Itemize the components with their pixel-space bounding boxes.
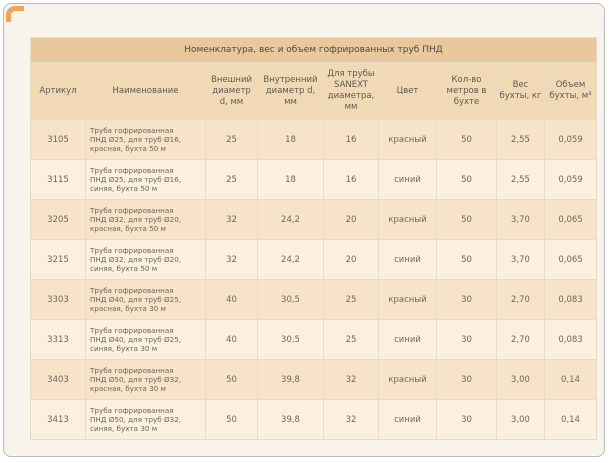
cell-pipe-diameter: 20 <box>324 200 379 240</box>
cell-inner-diameter: 30,5 <box>258 320 324 360</box>
header-coil-length: Кол-во метров в бухте <box>437 63 497 120</box>
cell-outer-diameter: 25 <box>206 160 258 200</box>
pipe-specs-table <box>30 37 597 440</box>
cell-coil-weight: 3,00 <box>497 360 545 400</box>
cell-coil-length: 50 <box>437 200 497 240</box>
cell-color: синий <box>379 400 437 440</box>
cell-pipe-diameter: 16 <box>324 120 379 160</box>
cell-coil-length: 30 <box>437 360 497 400</box>
cell-color: красный <box>379 280 437 320</box>
header-article: Артикул <box>31 63 86 120</box>
cell-inner-diameter: 18 <box>258 120 324 160</box>
cell-coil-volume: 0,14 <box>545 360 597 400</box>
cell-coil-volume: 0,083 <box>545 280 597 320</box>
cell-coil-volume: 0,083 <box>545 320 597 360</box>
cell-coil-length: 50 <box>437 120 497 160</box>
cell-coil-weight: 3,00 <box>497 400 545 440</box>
cell-coil-weight: 2,55 <box>497 160 545 200</box>
document-frame <box>3 3 605 457</box>
table-row <box>31 200 597 240</box>
cell-coil-length: 30 <box>437 400 497 440</box>
cell-name: Труба гофрированная ПНД Ø50, для труб Ø32, синяя, бухта 30 м <box>86 400 206 440</box>
cell-article: 3215 <box>31 240 86 280</box>
cell-coil-weight: 3,70 <box>497 200 545 240</box>
header-coil-volume: Объем бухты, м³ <box>545 63 597 120</box>
cell-pipe-diameter: 25 <box>324 280 379 320</box>
cell-inner-diameter: 30,5 <box>258 280 324 320</box>
cell-coil-volume: 0,059 <box>545 160 597 200</box>
cell-coil-length: 30 <box>437 280 497 320</box>
cell-color: красный <box>379 200 437 240</box>
cell-color: синий <box>379 160 437 200</box>
cell-coil-weight: 2,70 <box>497 320 545 360</box>
cell-name: Труба гофрированная ПНД Ø40, для труб Ø25, синяя, бухта 30 м <box>86 320 206 360</box>
table-row <box>31 120 597 160</box>
cell-outer-diameter: 32 <box>206 240 258 280</box>
cell-pipe-diameter: 32 <box>324 400 379 440</box>
cell-color: красный <box>379 360 437 400</box>
cell-color: синий <box>379 320 437 360</box>
header-inner-diameter: Внутренний диаметр d, мм <box>258 63 324 120</box>
table-row <box>31 240 597 280</box>
cell-coil-volume: 0,065 <box>545 200 597 240</box>
cell-outer-diameter: 40 <box>206 280 258 320</box>
cell-pipe-diameter: 25 <box>324 320 379 360</box>
cell-name: Труба гофрированная ПНД Ø32, для труб Ø20, красная, бухта 50 м <box>86 200 206 240</box>
cell-name: Труба гофрированная ПНД Ø25, для труб Ø16, красная, бухта 50 м <box>86 120 206 160</box>
cell-inner-diameter: 18 <box>258 160 324 200</box>
cell-outer-diameter: 50 <box>206 400 258 440</box>
cell-pipe-diameter: 32 <box>324 360 379 400</box>
header-outer-diameter: Внешний диаметр d, мм <box>206 63 258 120</box>
cell-article: 3105 <box>31 120 86 160</box>
table-row <box>31 360 597 400</box>
table-row <box>31 280 597 320</box>
cell-pipe-diameter: 16 <box>324 160 379 200</box>
cell-inner-diameter: 39,8 <box>258 360 324 400</box>
cell-article: 3303 <box>31 280 86 320</box>
cell-inner-diameter: 39,8 <box>258 400 324 440</box>
cell-color: синий <box>379 240 437 280</box>
cell-inner-diameter: 24,2 <box>258 200 324 240</box>
table-row <box>31 400 597 440</box>
cell-article: 3413 <box>31 400 86 440</box>
corner-accent <box>6 6 24 22</box>
cell-inner-diameter: 24,2 <box>258 240 324 280</box>
cell-outer-diameter: 25 <box>206 120 258 160</box>
cell-article: 3403 <box>31 360 86 400</box>
header-coil-weight: Вес бухты, кг <box>497 63 545 120</box>
cell-article: 3313 <box>31 320 86 360</box>
header-color: Цвет <box>379 63 437 120</box>
table-title: Номенклатура, вес и объем гофрированных труб ПНД <box>31 38 597 63</box>
table-row <box>31 320 597 360</box>
cell-pipe-diameter: 20 <box>324 240 379 280</box>
cell-article: 3115 <box>31 160 86 200</box>
cell-coil-weight: 3,70 <box>497 240 545 280</box>
cell-coil-length: 50 <box>437 240 497 280</box>
cell-coil-volume: 0,059 <box>545 120 597 160</box>
header-pipe-diameter: Для трубы SANEXT диаметра, мм <box>324 63 379 120</box>
cell-outer-diameter: 50 <box>206 360 258 400</box>
header-name: Наименование <box>86 63 206 120</box>
cell-coil-length: 30 <box>437 320 497 360</box>
table-row <box>31 160 597 200</box>
cell-coil-weight: 2,55 <box>497 120 545 160</box>
cell-coil-length: 50 <box>437 160 497 200</box>
cell-article: 3205 <box>31 200 86 240</box>
cell-coil-volume: 0,14 <box>545 400 597 440</box>
cell-outer-diameter: 32 <box>206 200 258 240</box>
cell-name: Труба гофрированная ПНД Ø25, для труб Ø16, синяя, бухта 50 м <box>86 160 206 200</box>
cell-name: Труба гофрированная ПНД Ø40, для труб Ø25, красная, бухта 30 м <box>86 280 206 320</box>
cell-color: красный <box>379 120 437 160</box>
cell-name: Труба гофрированная ПНД Ø50, для труб Ø32, красная, бухта 30 м <box>86 360 206 400</box>
cell-outer-diameter: 40 <box>206 320 258 360</box>
cell-name: Труба гофрированная ПНД Ø32, для труб Ø20, синяя, бухта 50 м <box>86 240 206 280</box>
cell-coil-volume: 0,065 <box>545 240 597 280</box>
cell-coil-weight: 2,70 <box>497 280 545 320</box>
